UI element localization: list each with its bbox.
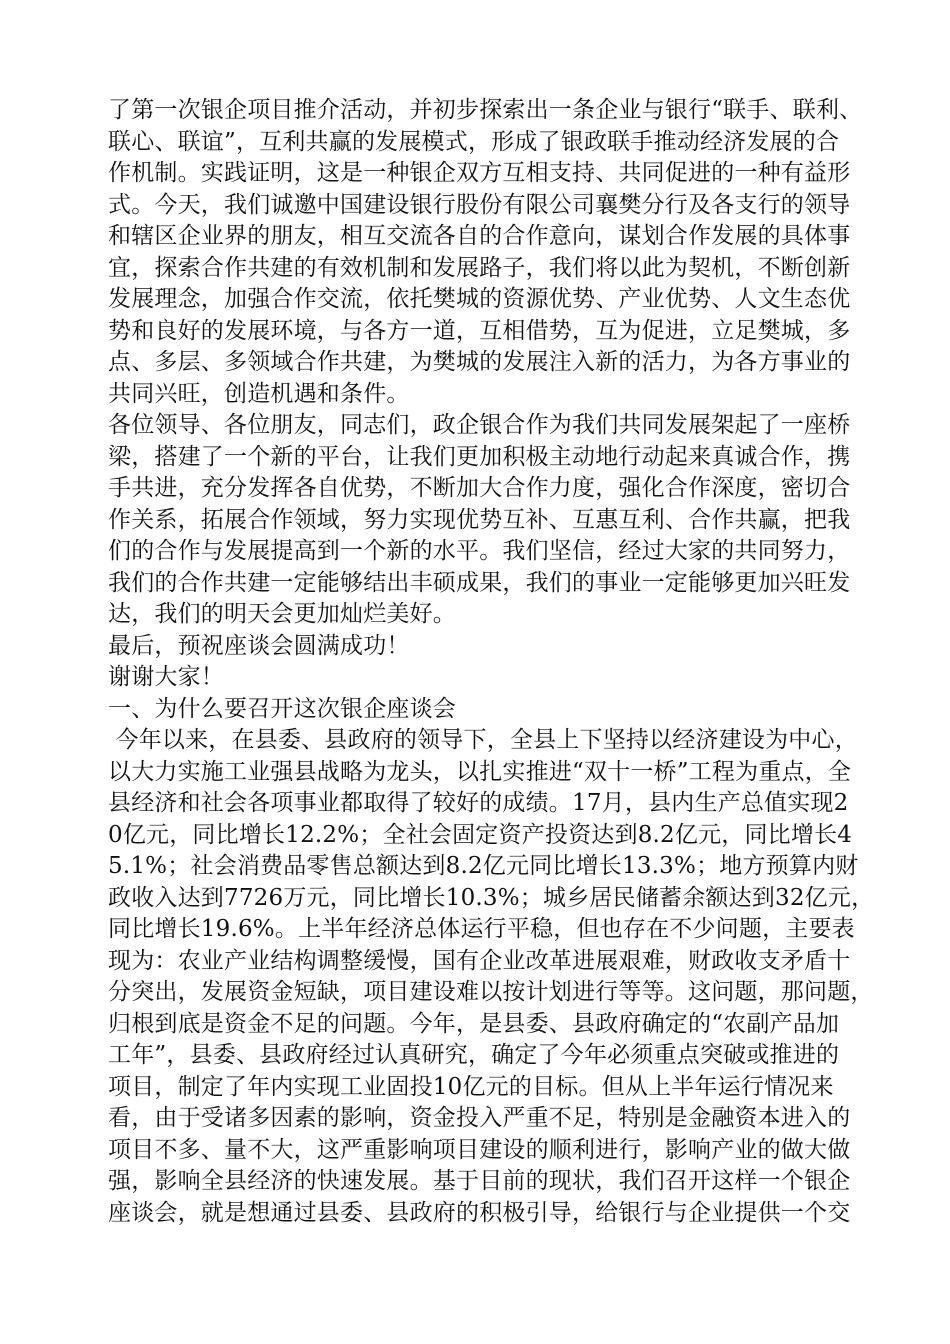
section-heading: 一、为什么要召开这次银企座谈会	[108, 695, 456, 722]
text-line: 0亿元，同比增长12.2%；全社会固定资产投资达到8.2亿元，同比增长4	[108, 821, 853, 848]
text-line: 政收入达到7726万元，同比增长10.3%；城乡居民储蓄余额达到32亿元，	[108, 884, 875, 911]
text-line: 梁，搭建了一个新的平台，让我们更加积极主动地行动起来真诚合作，携	[108, 443, 851, 470]
text-line: 县经济和社会各项事业都取得了较好的成绩。17月，县内生产总值实现2	[108, 790, 849, 816]
text-line: 作关系，拓展合作领域，努力实现优势互补、互惠互利、合作共赢，把我	[108, 506, 851, 533]
text-line: 现为：农业产业结构调整缓慢，国有企业改革进展艰难，财政收支矛盾十	[108, 947, 851, 974]
text-line: 和辖区企业界的朋友，相互交流各自的合作意向，谋划合作发展的具体事	[108, 223, 851, 249]
document-body	[108, 95, 875, 1229]
text-line: 工年”，县委、县政府经过认真研究，确定了今年必须重点突破或推进的	[108, 1042, 840, 1068]
text-line: 达，我们的明天会更加灿烂美好。	[108, 601, 456, 627]
text-line: 手共进，充分发挥各自优势，不断加大合作力度，强化合作深度，密切合	[108, 475, 851, 501]
text-line: 共同兴旺，创造机遇和条件。	[108, 380, 410, 407]
text-line: 最后，预祝座谈会圆满成功！	[108, 632, 410, 659]
text-line: 座谈会，就是想通过县委、县政府的积极引导，给银行与企业提供一个交	[108, 1199, 851, 1226]
text-line: 发展理念，加强合作交流，依托樊城的资源优势、产业优势、人文生态优	[108, 286, 851, 312]
text-line: 点、多层、多领域合作共建，为樊城的发展注入新的活力，为各方事业的	[108, 349, 851, 375]
text-line: 归根到底是资金不足的问题。今年，是县委、县政府确定的“农副产品加	[108, 1010, 840, 1037]
text-line: 项目，制定了年内实现工业固投10亿元的目标。但从上半年运行情况来	[108, 1073, 834, 1100]
text-line: 分突出，发展资金短缺，项目建设难以按计划进行等等。这问题，那问题，	[108, 979, 874, 1005]
text-line: 势和良好的发展环境，与各方一道，互相借势，互为促进，立足樊城，多	[108, 317, 851, 344]
text-line: 同比增长19.6%。上半年经济总体运行平稳，但也存在不少问题，主要表	[108, 916, 855, 942]
text-line: 了第一次银企项目推介活动，并初步探索出一条企业与银行“联手、联利、	[108, 97, 863, 123]
text-line: 作机制。实践证明，这是一种银企双方互相支持、共同促进的一种有益形	[108, 160, 851, 186]
text-line: 今年以来，在县委、县政府的领导下，全县上下坚持以经济建设为中心，	[108, 727, 858, 753]
text-line: 宜，探索合作共建的有效机制和发展路子，我们将以此为契机，不断创新	[108, 254, 851, 281]
text-line: 看，由于受诸多因素的影响，资金投入严重不足，特别是金融资本进入的	[108, 1105, 851, 1131]
text-line: 强，影响全县经济的快速发展。基于目前的现状，我们召开这样一个银企	[108, 1168, 851, 1194]
text-line: 我们的合作共建一定能够结出丰硕成果，我们的事业一定能够更加兴旺发	[108, 569, 851, 596]
text-line: 谢谢大家！	[108, 664, 224, 690]
text-line: 以大力实施工业强县战略为龙头，以扎实推进“双十一桥”工程为重点，全	[108, 758, 852, 785]
text-line: 们的合作与发展提高到一个新的水平。我们坚信，经过大家的共同努力，	[108, 538, 851, 564]
text-line: 联心、联谊”，互利共赢的发展模式，形成了银政联手推动经济发展的合	[108, 128, 840, 155]
text-line: 项目不多、量不大，这严重影响项目建设的顺利进行，影响产业的做大做	[108, 1136, 851, 1163]
text-line: 各位领导、各位朋友，同志们，政企银合作为我们共同发展架起了一座桥	[108, 412, 851, 438]
text-line: 5.1%；社会消费品零售总额达到8.2亿元同比增长13.3%；地方预算内财	[108, 853, 859, 879]
text-line: 式。今天，我们诚邀中国建设银行股份有限公司襄樊分行及各支行的领导	[108, 191, 851, 218]
